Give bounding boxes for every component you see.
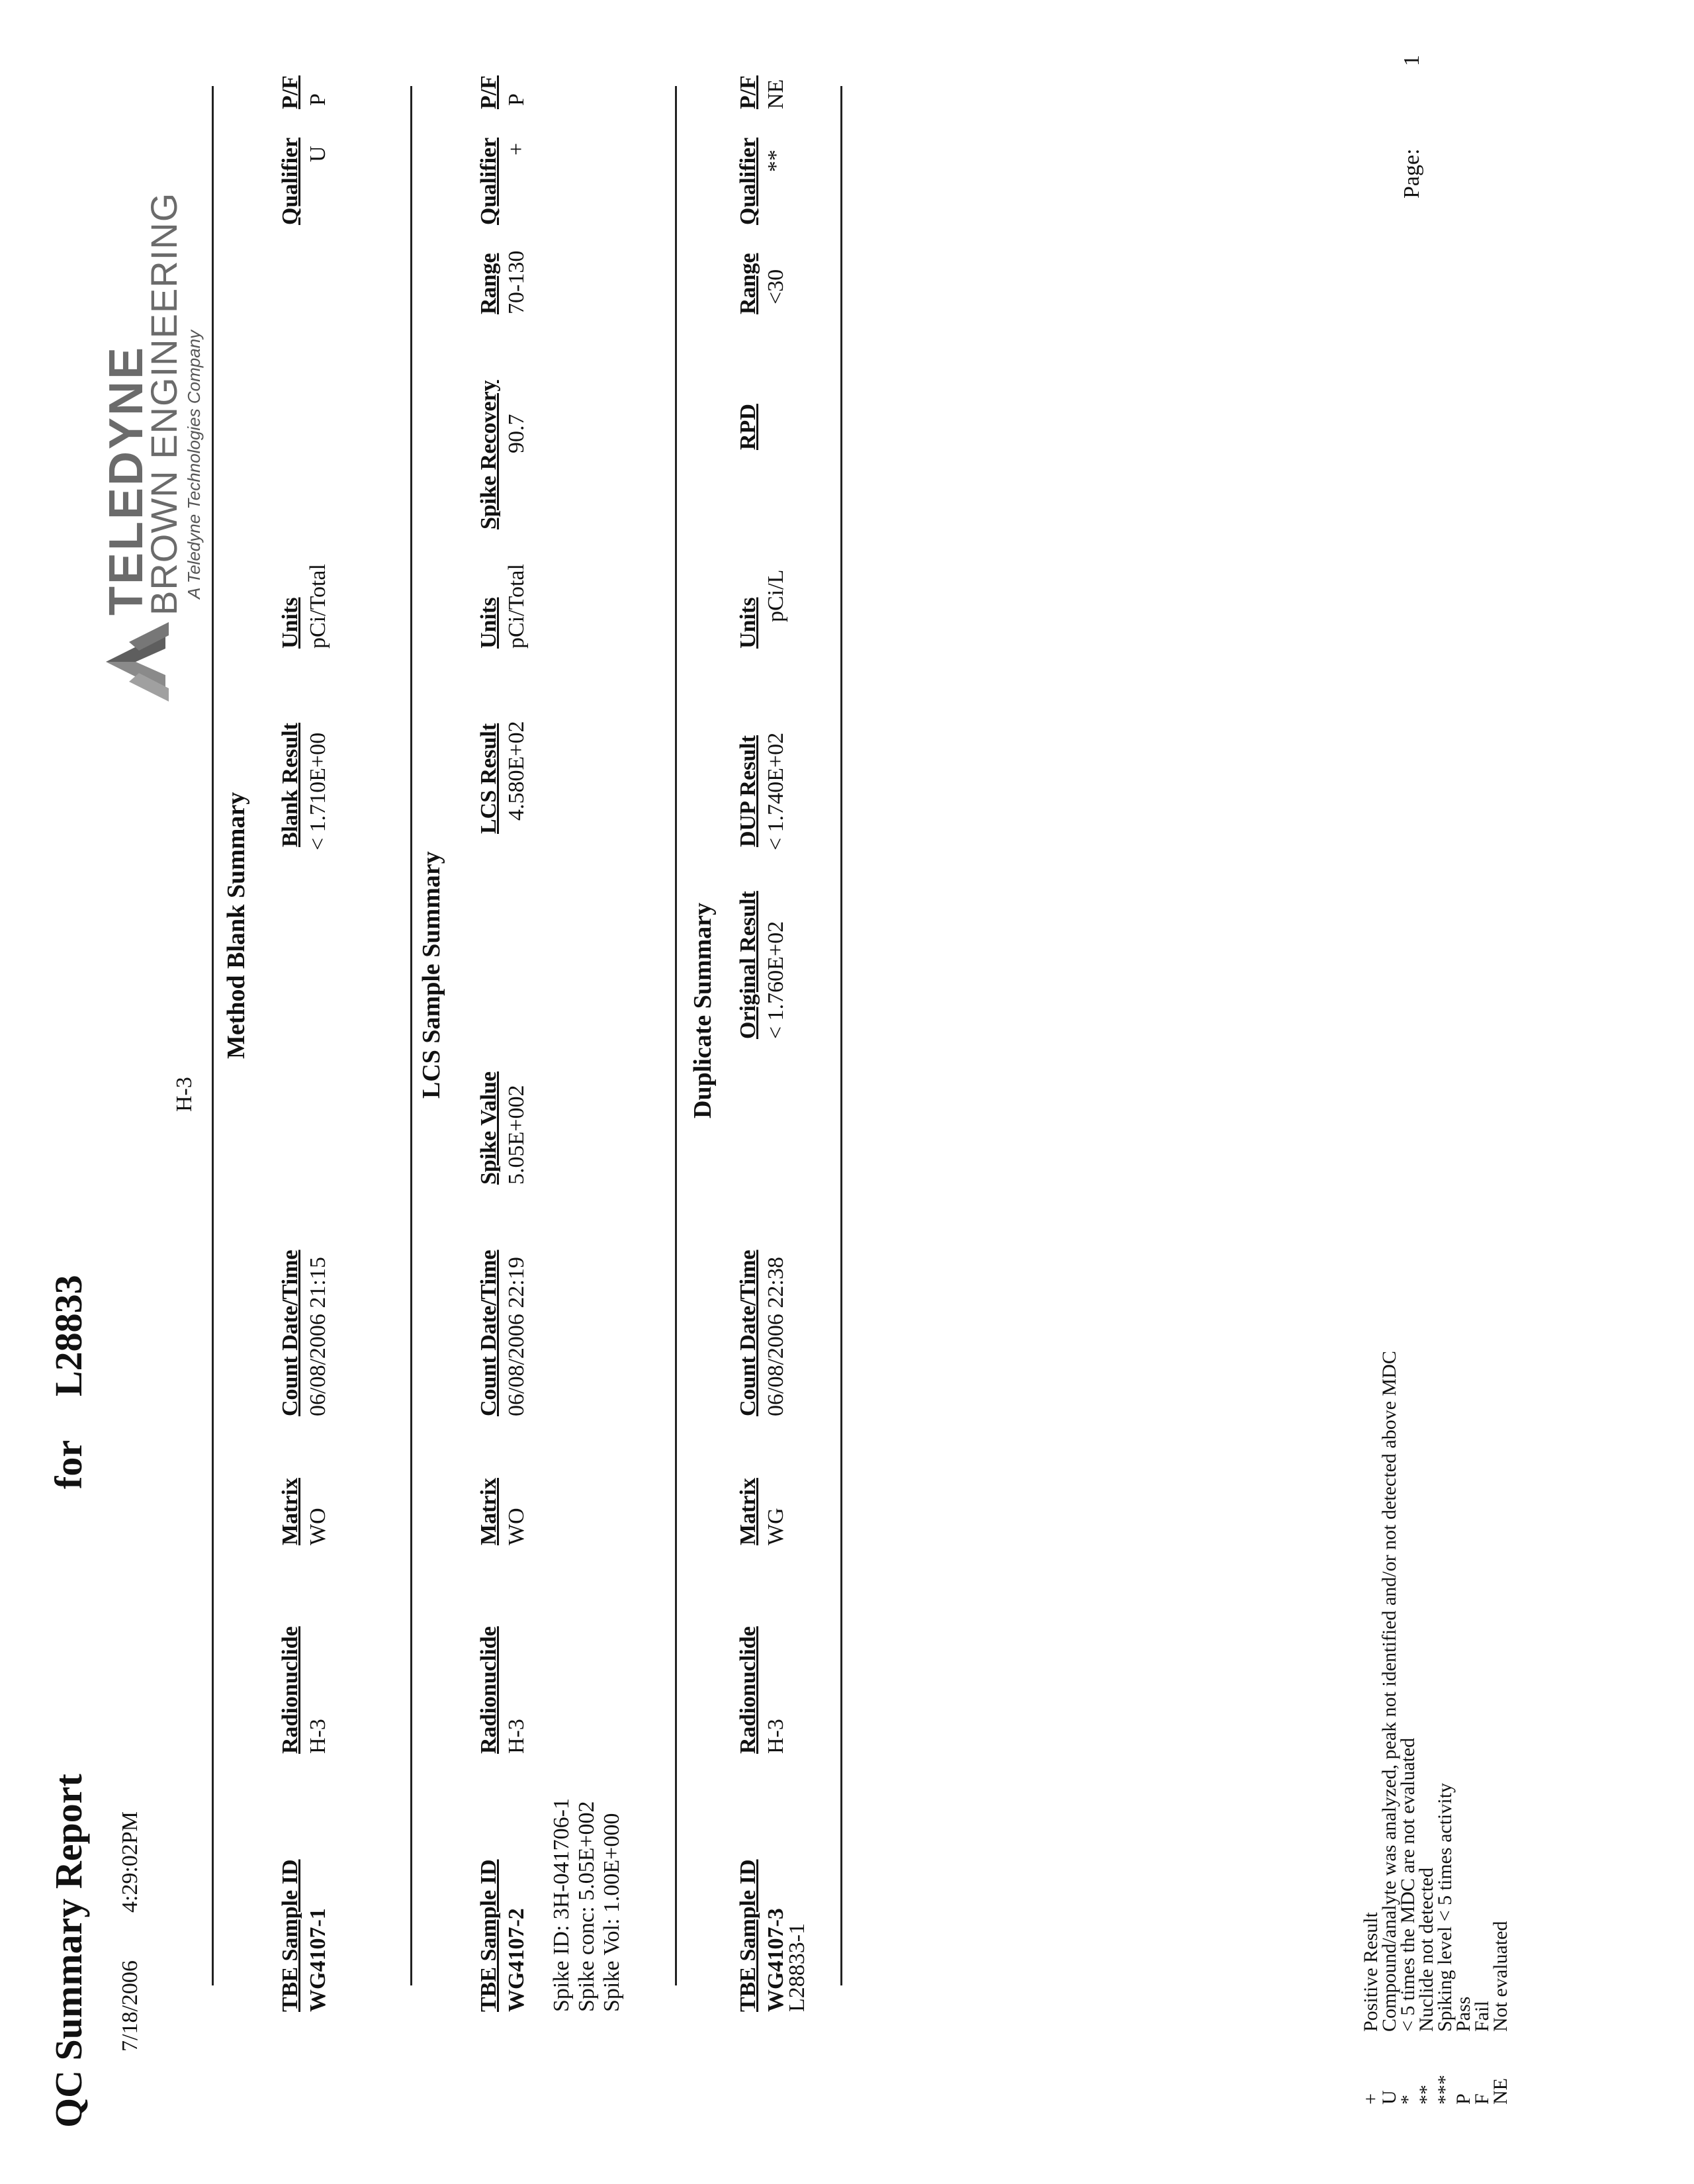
for-label: for: [47, 1439, 90, 1489]
mb-blank-result: < 1.710E+00: [306, 732, 330, 850]
report-title: QC Summary Report: [47, 1774, 90, 2128]
legend-symbol: **: [1415, 2085, 1437, 2105]
legend-symbol: NE: [1490, 2078, 1511, 2105]
dup-col-radionuclide: Radionuclide: [736, 1626, 760, 1754]
mb-sample-id: WG4107-1: [306, 1908, 330, 2012]
lcs-count-dt: 06/08/2006 22:19: [504, 1257, 529, 1416]
lcs-title: LCS Sample Summary: [418, 851, 445, 1099]
lcs-col-units: Units: [476, 597, 501, 649]
legend-text: Fail: [1471, 2001, 1493, 2032]
analyte-label: H-3: [172, 1077, 197, 1112]
dup-sample-id-2: L28833-1: [785, 1923, 809, 2012]
lcs-col-spike-value: Spike Value: [476, 1071, 501, 1185]
legend-symbol: *: [1397, 2095, 1419, 2105]
mb-col-matrix: Matrix: [278, 1478, 302, 1545]
dup-col-matrix: Matrix: [736, 1478, 760, 1545]
dup-col-rpd: RPD: [736, 404, 760, 450]
lcs-spike-value: 5.05E+002: [504, 1085, 529, 1185]
lcs-range: 70-130: [504, 250, 529, 314]
dup-sample-id: WG4107-3: [764, 1908, 788, 2012]
lcs-col-matrix: Matrix: [476, 1478, 501, 1545]
lcs-spike-recovery: 90.7: [504, 414, 529, 453]
dup-col-original-result: Original Result: [736, 891, 760, 1039]
page-number: 1: [1400, 55, 1424, 66]
mb-count-dt: 06/08/2006 21:15: [306, 1257, 330, 1416]
mb-col-count-dt: Count Date/Time: [278, 1250, 302, 1416]
teledyne-emblem-icon: [103, 619, 175, 705]
lcs-col-radionuclide: Radionuclide: [476, 1626, 501, 1754]
lot-number: L28833: [47, 1275, 90, 1396]
mb-col-qualifier: Qualifier: [278, 137, 302, 225]
divider: [675, 86, 677, 1985]
lcs-spike-id: Spike ID: 3H-041706-1: [549, 1798, 574, 2012]
mb-col-units: Units: [278, 597, 302, 649]
dup-matrix: WG: [764, 1508, 788, 1545]
lcs-sample-id: WG4107-2: [504, 1908, 529, 2012]
mb-col-sample-id: TBE Sample ID: [278, 1859, 302, 2012]
lcs-spike-vol: Spike Vol: 1.00E+000: [600, 1813, 624, 2012]
lcs-pf: P: [504, 93, 529, 106]
method-blank-title: Method Blank Summary: [222, 792, 250, 1059]
lcs-col-lcs-result: LCS Result: [476, 723, 501, 834]
logo-name: TELEDYNE: [100, 345, 153, 615]
duplicate-title: Duplicate Summary: [689, 902, 717, 1118]
legend-symbol: +: [1360, 2093, 1382, 2105]
lcs-matrix: WO: [504, 1508, 529, 1545]
logo-tagline: A Teledyne Technologies Company: [184, 330, 204, 599]
dup-original-result: < 1.760E+02: [764, 921, 788, 1039]
mb-col-blank-result: Blank Result: [278, 723, 302, 847]
lcs-spike-conc: Spike conc: 5.05E+002: [574, 1801, 599, 2012]
legend-symbol: ***: [1434, 2075, 1456, 2105]
teledyne-logo: [103, 619, 179, 705]
dup-col-sample-id: TBE Sample ID: [736, 1859, 760, 2012]
legend-text: Pass: [1452, 1996, 1474, 2032]
divider: [840, 86, 842, 1985]
mb-col-radionuclide: Radionuclide: [278, 1626, 302, 1754]
dup-col-range: Range: [736, 253, 760, 314]
dup-col-count-dt: Count Date/Time: [736, 1250, 760, 1416]
lcs-col-sample-id: TBE Sample ID: [476, 1859, 501, 2012]
mb-qualifier: U: [306, 146, 330, 162]
lcs-lcs-result: 4.580E+02: [504, 721, 529, 821]
dup-dup-result: < 1.740E+02: [764, 732, 788, 850]
dup-radionuclide: H-3: [764, 1719, 788, 1754]
dup-count-dt: 06/08/2006 22:38: [764, 1257, 788, 1416]
mb-units: pCi/Total: [306, 564, 330, 649]
report-time: 4:29:02PM: [118, 1811, 142, 1913]
legend-symbol: P: [1452, 2093, 1474, 2105]
dup-range: <30: [764, 269, 788, 304]
lcs-radionuclide: H-3: [504, 1719, 529, 1754]
logo-sub: BROWN ENGINEERING: [143, 192, 185, 615]
legend-text: < 5 times the MDC are not evaluated: [1397, 1737, 1419, 2032]
mb-matrix: WO: [306, 1508, 330, 1545]
lcs-col-qualifier: Qualifier: [476, 137, 501, 225]
lcs-col-spike-recovery: Spike Recovery: [476, 380, 501, 529]
dup-pf: NE: [764, 79, 788, 109]
divider: [212, 86, 214, 1985]
lcs-col-count-dt: Count Date/Time: [476, 1250, 501, 1416]
mb-pf: P: [306, 93, 330, 106]
lcs-col-pf: P/F: [476, 75, 501, 109]
legend-text: Compound/analyte was analyzed, peak not identified and/or not detected above MDC: [1378, 1351, 1400, 2032]
dup-col-units: Units: [736, 597, 760, 649]
legend-text: Nuclide not detected: [1415, 1867, 1437, 2032]
lcs-col-range: Range: [476, 253, 501, 314]
legend-symbol: F: [1471, 2093, 1493, 2105]
legend-text: Spiking level < 5 times activity: [1434, 1782, 1456, 2032]
dup-col-dup-result: DUP Result: [736, 735, 760, 847]
mb-col-pf: P/F: [278, 75, 302, 109]
dup-units: pCi/L: [764, 569, 788, 622]
legend-text: Not evaluated: [1490, 1921, 1511, 2032]
dup-col-pf: P/F: [736, 75, 760, 109]
lcs-qualifier: +: [504, 142, 529, 156]
divider: [410, 86, 412, 1985]
lcs-units: pCi/Total: [504, 564, 529, 649]
legend-text: Positive Result: [1360, 1912, 1382, 2032]
dup-col-qualifier: Qualifier: [736, 137, 760, 225]
legend-symbol: U: [1378, 2090, 1400, 2105]
dup-qualifier: **: [764, 150, 788, 172]
mb-radionuclide: H-3: [306, 1719, 330, 1754]
report-date: 7/18/2006: [118, 1960, 142, 2052]
page-label: Page:: [1400, 148, 1424, 199]
